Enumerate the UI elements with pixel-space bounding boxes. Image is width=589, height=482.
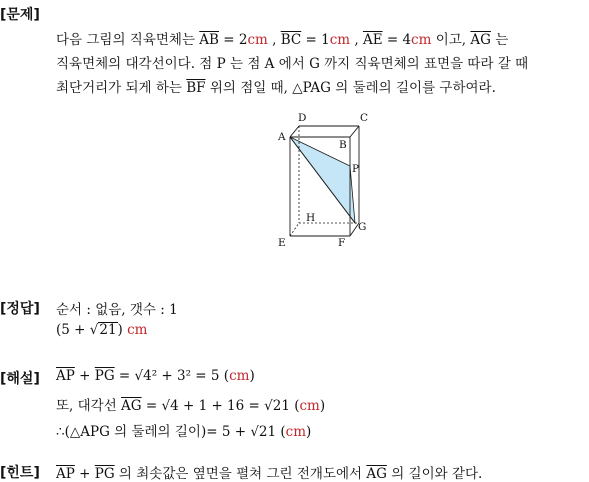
edge-eh — [290, 223, 299, 236]
edge-bc — [350, 126, 359, 137]
label-h: H — [306, 212, 316, 224]
problem-header: [문제] — [0, 7, 40, 23]
answer-line-1: 순서 : 없음, 갯수 : 1 — [56, 302, 178, 318]
label-b: B — [339, 139, 347, 151]
answer-header: [정답] — [0, 301, 40, 317]
hint-line: $\overline{AP} + \overline{PG}$ 의 최솟값은 옆면을 펼쳐 그린 전개도에서 $\overline{AG}$ 의 길이와 같다. — [56, 466, 483, 482]
explanation-line-3: ∴(△APG 의 둘레의 길이)= 5 + √21 (cm) — [56, 424, 312, 440]
problem-line-2: 직육면체의 대각선이다. 점 P 는 점 A 에서 G 까지 직육면체의 표면을 따라 갈 때 — [56, 56, 529, 72]
cuboid-figure — [270, 108, 370, 250]
problem-line-1: 다음 그림의 직육면체는 $\overline{AB} = 2cm$ , $\overline{BC} = 1cm$ , $\overline{AE} = 4cm$ 이고, $\overline{AG}$ 는 — [56, 32, 509, 48]
explanation-line-2: 또, 대각선 $\overline{AG} = √4 + 1 + 16 = √21$ (cm) — [56, 398, 326, 414]
explanation-line-1: $\overline{AP} + \overline{PG} = √4^2 + 3^2 = 5$ (cm) — [56, 368, 255, 384]
label-p: P — [352, 163, 360, 175]
sqrt-icon: √ — [89, 322, 99, 338]
label-d: D — [298, 112, 307, 124]
explanation-header: [해설] — [0, 371, 40, 387]
label-g: G — [358, 221, 367, 233]
label-c: C — [360, 112, 369, 124]
label-e: E — [278, 237, 286, 249]
answer-line-2: (5 + √21) cm — [56, 322, 148, 338]
hint-header: [힌트] — [0, 465, 40, 481]
problem-line-3: 최단거리가 되게 하는 $\overline{BF}$ 위의 점일 때, △PAG 의 둘레의 길이를 구하여라. — [56, 80, 496, 96]
label-f: F — [338, 237, 346, 249]
label-a: A — [278, 131, 286, 143]
edge-ad — [290, 126, 299, 137]
